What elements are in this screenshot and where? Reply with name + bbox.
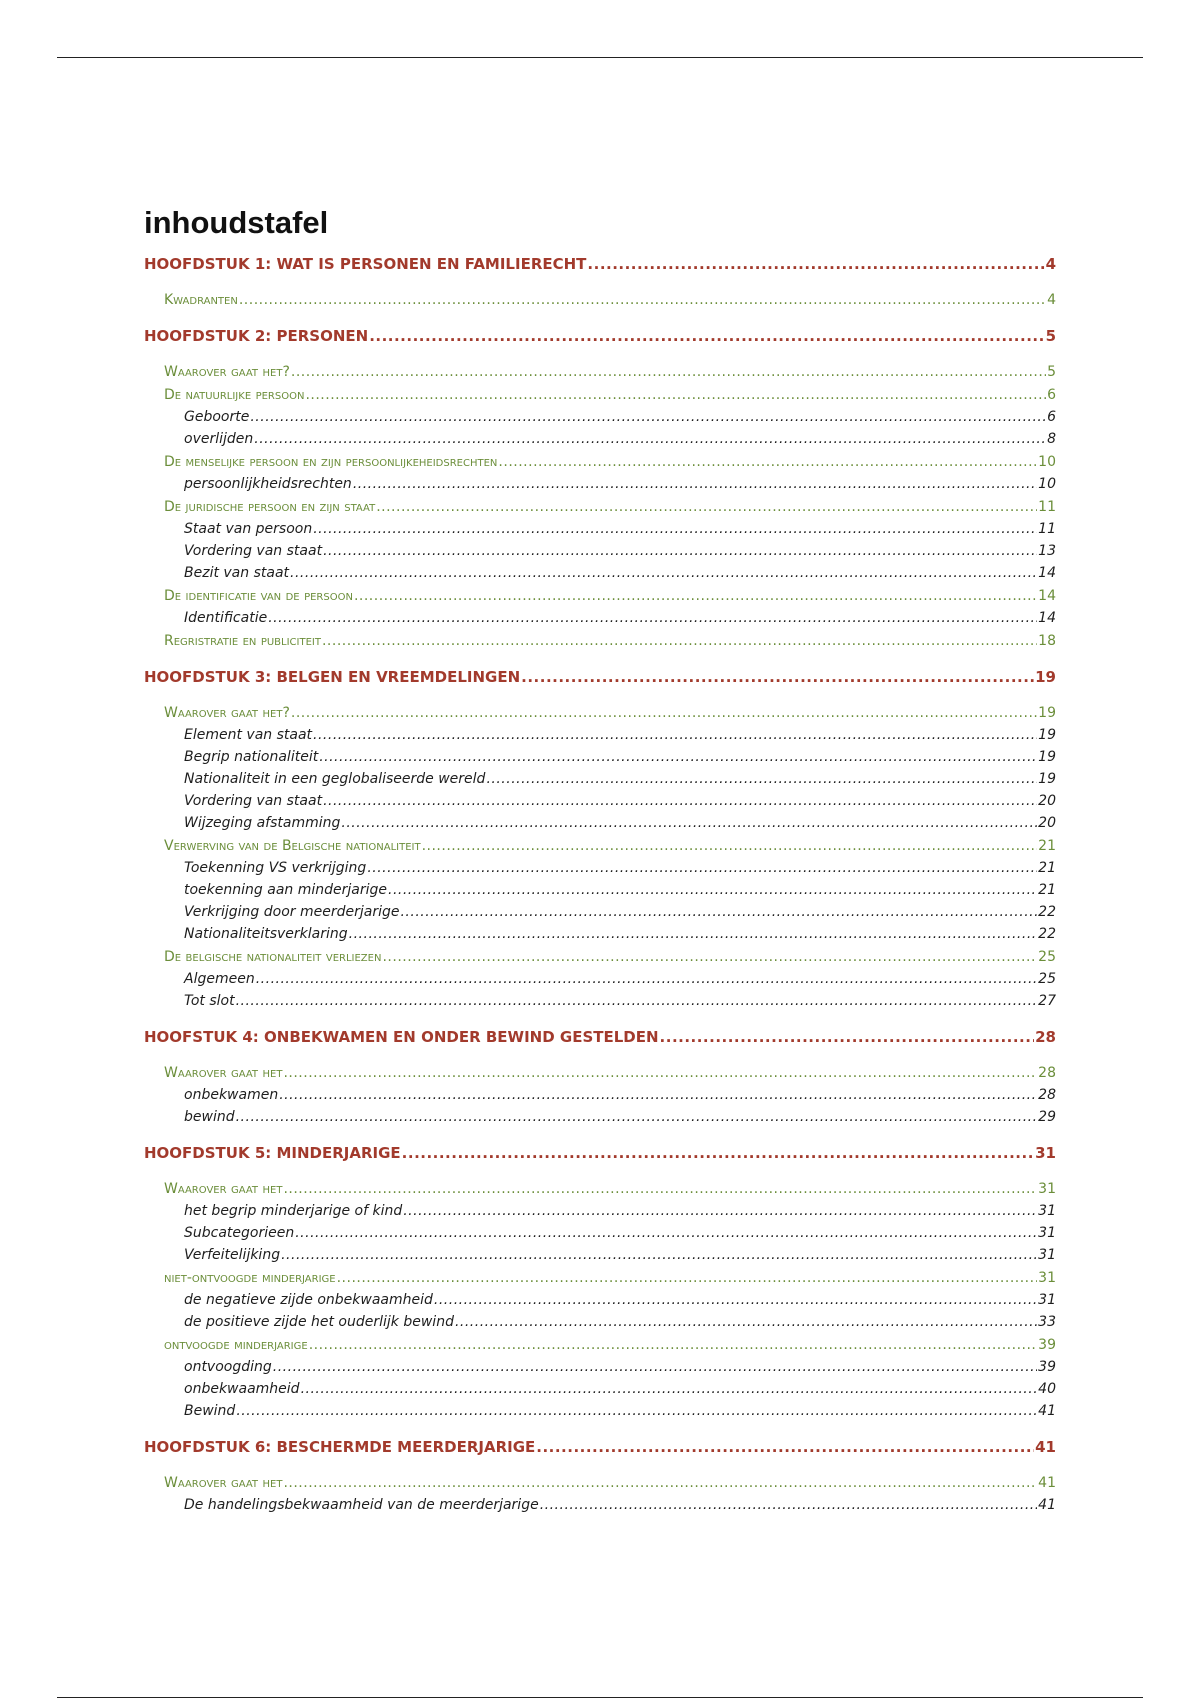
toc-entry-label: HOOFDSTUK 1: WAT IS PERSONEN EN FAMILIERECHT xyxy=(144,255,587,273)
toc-entry[interactable] xyxy=(144,608,1056,628)
toc-entry[interactable] xyxy=(144,563,1056,583)
toc-dot-leader xyxy=(354,586,1037,606)
toc-entry[interactable] xyxy=(144,991,1056,1011)
toc-entry[interactable] xyxy=(144,385,1056,405)
toc-entry-label: Waarover gaat het xyxy=(164,1475,283,1491)
toc-dot-leader xyxy=(455,1312,1037,1332)
toc-entry-page: 41 xyxy=(1038,1403,1056,1419)
toc-entry[interactable] xyxy=(144,836,1056,856)
toc-entry[interactable] xyxy=(144,813,1056,833)
toc-entry-page: 31 xyxy=(1035,1144,1056,1162)
toc-entry-label: Vordering van staat xyxy=(184,543,323,559)
toc-entry-label: ontvoogde minderjarige xyxy=(164,1337,308,1353)
toc-entry[interactable] xyxy=(144,497,1056,517)
toc-dot-leader xyxy=(236,1401,1037,1421)
toc-entry-page: 25 xyxy=(1038,971,1056,987)
toc-dot-leader xyxy=(283,1179,1037,1199)
toc-dot-leader xyxy=(290,563,1037,583)
toc-dot-leader xyxy=(313,519,1037,539)
toc-entry-label: Geboorte xyxy=(184,409,250,425)
toc-entry-label: de positieve zijde het ouderlijk bewind xyxy=(184,1314,454,1330)
toc-entry-page: 11 xyxy=(1038,499,1056,515)
toc-entry[interactable] xyxy=(144,924,1056,944)
toc-entry-label: De juridische persoon en zijn staat xyxy=(164,499,376,515)
toc-dot-leader xyxy=(236,991,1038,1011)
toc-entry-label: Waarover gaat het xyxy=(164,1065,283,1081)
toc-dot-leader xyxy=(301,1379,1038,1399)
toc-entry[interactable] xyxy=(144,1495,1056,1515)
toc-entry-label: Kwadranten xyxy=(164,292,238,308)
toc-entry[interactable] xyxy=(144,631,1056,651)
toc-entry-page: 21 xyxy=(1038,860,1056,876)
toc-entry-label: Verkrijging door meerderjarige xyxy=(184,904,400,920)
toc-entry[interactable] xyxy=(144,703,1056,723)
toc-entry[interactable] xyxy=(144,1085,1056,1105)
toc-entry[interactable] xyxy=(144,880,1056,900)
toc-entry[interactable] xyxy=(144,519,1056,539)
toc-dot-leader xyxy=(486,769,1037,789)
toc-entry-page: 31 xyxy=(1038,1181,1056,1197)
toc-entry[interactable] xyxy=(144,407,1056,427)
toc-dot-leader xyxy=(319,747,1037,767)
toc-entry-label: Verwerving van de Belgische nationaliteit xyxy=(164,838,421,854)
toc-entry-page: 19 xyxy=(1038,749,1056,765)
toc-entry[interactable] xyxy=(144,1143,1056,1163)
toc-dot-leader xyxy=(305,385,1046,405)
toc-entry-page: 19 xyxy=(1038,705,1056,721)
toc-entry-label: Subcategorieen xyxy=(184,1225,295,1241)
toc-entry[interactable] xyxy=(144,1245,1056,1265)
toc-entry-label: HOOFDSTUK 6: BESCHERMDE MEERDERJARIGE xyxy=(144,1438,536,1456)
toc-entry[interactable] xyxy=(144,1312,1056,1332)
toc-dot-leader xyxy=(273,1357,1037,1377)
toc-dot-leader xyxy=(295,1223,1037,1243)
toc-dot-leader xyxy=(587,254,1044,274)
toc-entry-label: Element van staat xyxy=(184,727,313,743)
toc-dot-leader xyxy=(422,836,1038,856)
toc-entry-page: 14 xyxy=(1038,588,1056,604)
toc-entry-page: 31 xyxy=(1038,1270,1056,1286)
toc-dot-leader xyxy=(236,1107,1038,1127)
toc-entry[interactable] xyxy=(144,1357,1056,1377)
toc-dot-leader xyxy=(341,813,1037,833)
toc-entry[interactable] xyxy=(144,326,1056,346)
toc-entry-page: 5 xyxy=(1045,327,1056,345)
toc-entry-label: HOOFDSTUK 3: BELGEN EN VREEMDELINGEN xyxy=(144,668,521,686)
toc-dot-leader xyxy=(309,1335,1037,1355)
toc-entry-label: Toekenning VS verkrijging xyxy=(184,860,367,876)
toc-entry[interactable] xyxy=(144,1379,1056,1399)
toc-entry-page: 20 xyxy=(1038,815,1056,831)
toc-entry[interactable] xyxy=(144,1223,1056,1243)
toc-entry-label: Bezit van staat xyxy=(184,565,290,581)
toc-dot-leader xyxy=(521,667,1034,687)
toc-dot-leader xyxy=(283,1063,1037,1083)
toc-dot-leader xyxy=(291,703,1037,723)
toc-entry-label: De menselijke persoon en zijn persoonlijkeheidsrechten xyxy=(164,454,498,470)
toc-entry-page: 31 xyxy=(1038,1247,1056,1263)
toc-entry-label: De identificatie van de persoon xyxy=(164,588,353,604)
toc-entry-label: de negatieve zijde onbekwaamheid xyxy=(184,1292,433,1308)
footer-rule xyxy=(57,1697,1143,1698)
toc-entry[interactable] xyxy=(144,290,1056,310)
toc-entry[interactable] xyxy=(144,725,1056,745)
toc-entry[interactable] xyxy=(144,1063,1056,1083)
toc-entry-label: De handelingsbekwaamheid van de meerderjarige xyxy=(184,1497,539,1513)
toc-entry-page: 31 xyxy=(1038,1203,1056,1219)
toc-dot-leader xyxy=(337,1268,1038,1288)
toc-entry[interactable] xyxy=(144,969,1056,989)
toc-entry-label: De belgische nationaliteit verliezen xyxy=(164,949,382,965)
toc-entry-page: 4 xyxy=(1045,255,1056,273)
toc-dot-leader xyxy=(254,429,1046,449)
toc-entry-page: 21 xyxy=(1038,838,1056,854)
toc-entry[interactable] xyxy=(144,1290,1056,1310)
toc-entry-label: bewind xyxy=(184,1109,235,1125)
toc-entry[interactable] xyxy=(144,667,1056,687)
toc-dot-leader xyxy=(382,947,1037,967)
toc-entry[interactable] xyxy=(144,1473,1056,1493)
toc-entry[interactable] xyxy=(144,254,1056,274)
toc-entry-page: 22 xyxy=(1038,904,1056,920)
toc-entry[interactable] xyxy=(144,769,1056,789)
toc-entry-page: 19 xyxy=(1035,668,1056,686)
toc-entry-label: niet-ontvoogde minderjarige xyxy=(164,1270,336,1286)
toc-dot-leader xyxy=(353,474,1037,494)
toc-dot-leader xyxy=(498,452,1037,472)
toc-entry[interactable] xyxy=(144,1027,1056,1047)
toc-entry-page: 25 xyxy=(1038,949,1056,965)
toc-entry-label: De natuurlijke persoon xyxy=(164,387,305,403)
toc-dot-leader xyxy=(323,541,1037,561)
toc-entry-page: 13 xyxy=(1038,543,1056,559)
toc-entry-label: overlijden xyxy=(184,431,254,447)
toc-dot-leader xyxy=(434,1290,1037,1310)
toc-entry[interactable] xyxy=(144,791,1056,811)
toc-entry-label: Verfeitelijking xyxy=(184,1247,281,1263)
header-rule xyxy=(57,57,1143,58)
toc-entry[interactable] xyxy=(144,902,1056,922)
toc-entry[interactable] xyxy=(144,1268,1056,1288)
toc-entry-label: Regristratie en publiciteit xyxy=(164,633,321,649)
toc-entry-label: Nationaliteit in een geglobaliseerde wereld xyxy=(184,771,486,787)
toc-entry-label: Bewind xyxy=(184,1403,236,1419)
toc-entry-label: Identificatie xyxy=(184,610,268,626)
toc-entry-page: 19 xyxy=(1038,771,1056,787)
toc-entry-label: Wijzeging afstamming xyxy=(184,815,341,831)
toc-entry-page: 28 xyxy=(1038,1065,1056,1081)
toc-entry-page: 29 xyxy=(1038,1109,1056,1125)
toc-dot-leader xyxy=(322,631,1037,651)
toc-dot-leader xyxy=(388,880,1037,900)
toc-dot-leader xyxy=(367,858,1037,878)
toc-entry-page: 18 xyxy=(1038,633,1056,649)
page-title: inhoudstafel xyxy=(144,205,329,240)
toc-entry-page: 28 xyxy=(1035,1028,1056,1046)
toc-dot-leader xyxy=(239,290,1046,310)
toc-dot-leader xyxy=(268,608,1037,628)
toc-entry-page: 19 xyxy=(1038,727,1056,743)
toc-entry-page: 33 xyxy=(1038,1314,1056,1330)
toc-entry-label: ontvoogding xyxy=(184,1359,272,1375)
toc-entry[interactable] xyxy=(144,1179,1056,1199)
toc-dot-leader xyxy=(376,497,1037,517)
toc-entry-page: 31 xyxy=(1038,1292,1056,1308)
toc-dot-leader xyxy=(313,725,1037,745)
toc-entry[interactable] xyxy=(144,1335,1056,1355)
toc-entry-page: 10 xyxy=(1038,454,1056,470)
toc-entry-page: 14 xyxy=(1038,565,1056,581)
toc-entry[interactable] xyxy=(144,586,1056,606)
toc-entry[interactable] xyxy=(144,1401,1056,1421)
toc-entry-page: 10 xyxy=(1038,476,1056,492)
toc-dot-leader xyxy=(536,1437,1034,1457)
toc-entry-label: Waarover gaat het xyxy=(164,1181,283,1197)
toc-entry[interactable] xyxy=(144,858,1056,878)
toc-dot-leader xyxy=(400,902,1037,922)
toc-dot-leader xyxy=(403,1201,1037,1221)
toc-entry-page: 21 xyxy=(1038,882,1056,898)
toc-entry-label: onbekwaamheid xyxy=(184,1381,300,1397)
toc-entry-label: toekenning aan minderjarige xyxy=(184,882,387,898)
toc-entry[interactable] xyxy=(144,429,1056,449)
toc-dot-leader xyxy=(369,326,1044,346)
toc-entry-page: 6 xyxy=(1047,387,1056,403)
toc-entry-page: 4 xyxy=(1047,292,1056,308)
toc-entry-page: 39 xyxy=(1038,1359,1056,1375)
toc-entry[interactable] xyxy=(144,1201,1056,1221)
toc-dot-leader xyxy=(291,362,1046,382)
toc-entry-label: Tot slot xyxy=(184,993,235,1009)
toc-entry[interactable] xyxy=(144,1437,1056,1457)
toc-entry-label: onbekwamen xyxy=(184,1087,279,1103)
toc-dot-leader xyxy=(323,791,1037,811)
toc-dot-leader xyxy=(279,1085,1037,1105)
toc-entry-label: Nationaliteitsverklaring xyxy=(184,926,348,942)
toc-entry-label: Staat van persoon xyxy=(184,521,313,537)
toc-entry-label: Vordering van staat xyxy=(184,793,323,809)
toc-entry-page: 31 xyxy=(1038,1225,1056,1241)
toc-entry-page: 20 xyxy=(1038,793,1056,809)
toc-entry-page: 27 xyxy=(1038,993,1056,1009)
toc-entry[interactable] xyxy=(144,474,1056,494)
toc-dot-leader xyxy=(402,1143,1034,1163)
toc-entry-page: 28 xyxy=(1038,1087,1056,1103)
toc-dot-leader xyxy=(660,1027,1035,1047)
toc-entry[interactable] xyxy=(144,452,1056,472)
toc-dot-leader xyxy=(349,924,1038,944)
toc-entry[interactable] xyxy=(144,747,1056,767)
toc-entry-label: Begrip nationaliteit xyxy=(184,749,319,765)
toc-entry-page: 40 xyxy=(1038,1381,1056,1397)
toc-entry-label: persoonlijkheidsrechten xyxy=(184,476,352,492)
toc-dot-leader xyxy=(283,1473,1037,1493)
toc-entry[interactable] xyxy=(144,362,1056,382)
toc-entry-label: HOOFDSTUK 2: PERSONEN xyxy=(144,327,369,345)
toc-entry-label: Waarover gaat het? xyxy=(164,364,290,380)
toc-dot-leader xyxy=(540,1495,1037,1515)
toc-entry[interactable] xyxy=(144,947,1056,967)
toc-entry-page: 6 xyxy=(1047,409,1056,425)
toc-dot-leader xyxy=(256,969,1037,989)
toc-dot-leader xyxy=(281,1245,1037,1265)
toc-dot-leader xyxy=(250,407,1046,427)
toc-entry-page: 22 xyxy=(1038,926,1056,942)
toc-entry-page: 11 xyxy=(1038,521,1056,537)
toc-entry-label: HOOFSTUK 4: ONBEKWAMEN EN ONDER BEWIND GESTELDEN xyxy=(144,1028,659,1046)
toc-entry-label: Waarover gaat het? xyxy=(164,705,290,721)
toc-entry-page: 41 xyxy=(1035,1438,1056,1456)
toc-entry[interactable] xyxy=(144,541,1056,561)
toc-entry-label: Algemeen xyxy=(184,971,255,987)
toc-entry-label: het begrip minderjarige of kind xyxy=(184,1203,403,1219)
toc-entry-page: 8 xyxy=(1047,431,1056,447)
toc-entry-page: 14 xyxy=(1038,610,1056,626)
toc-entry[interactable] xyxy=(144,1107,1056,1127)
toc-entry-page: 41 xyxy=(1038,1475,1056,1491)
toc-entry-page: 5 xyxy=(1047,364,1056,380)
toc-entry-label: HOOFDSTUK 5: MINDERJARIGE xyxy=(144,1144,401,1162)
toc-entry-page: 39 xyxy=(1038,1337,1056,1353)
toc-entry-page: 41 xyxy=(1038,1497,1056,1513)
